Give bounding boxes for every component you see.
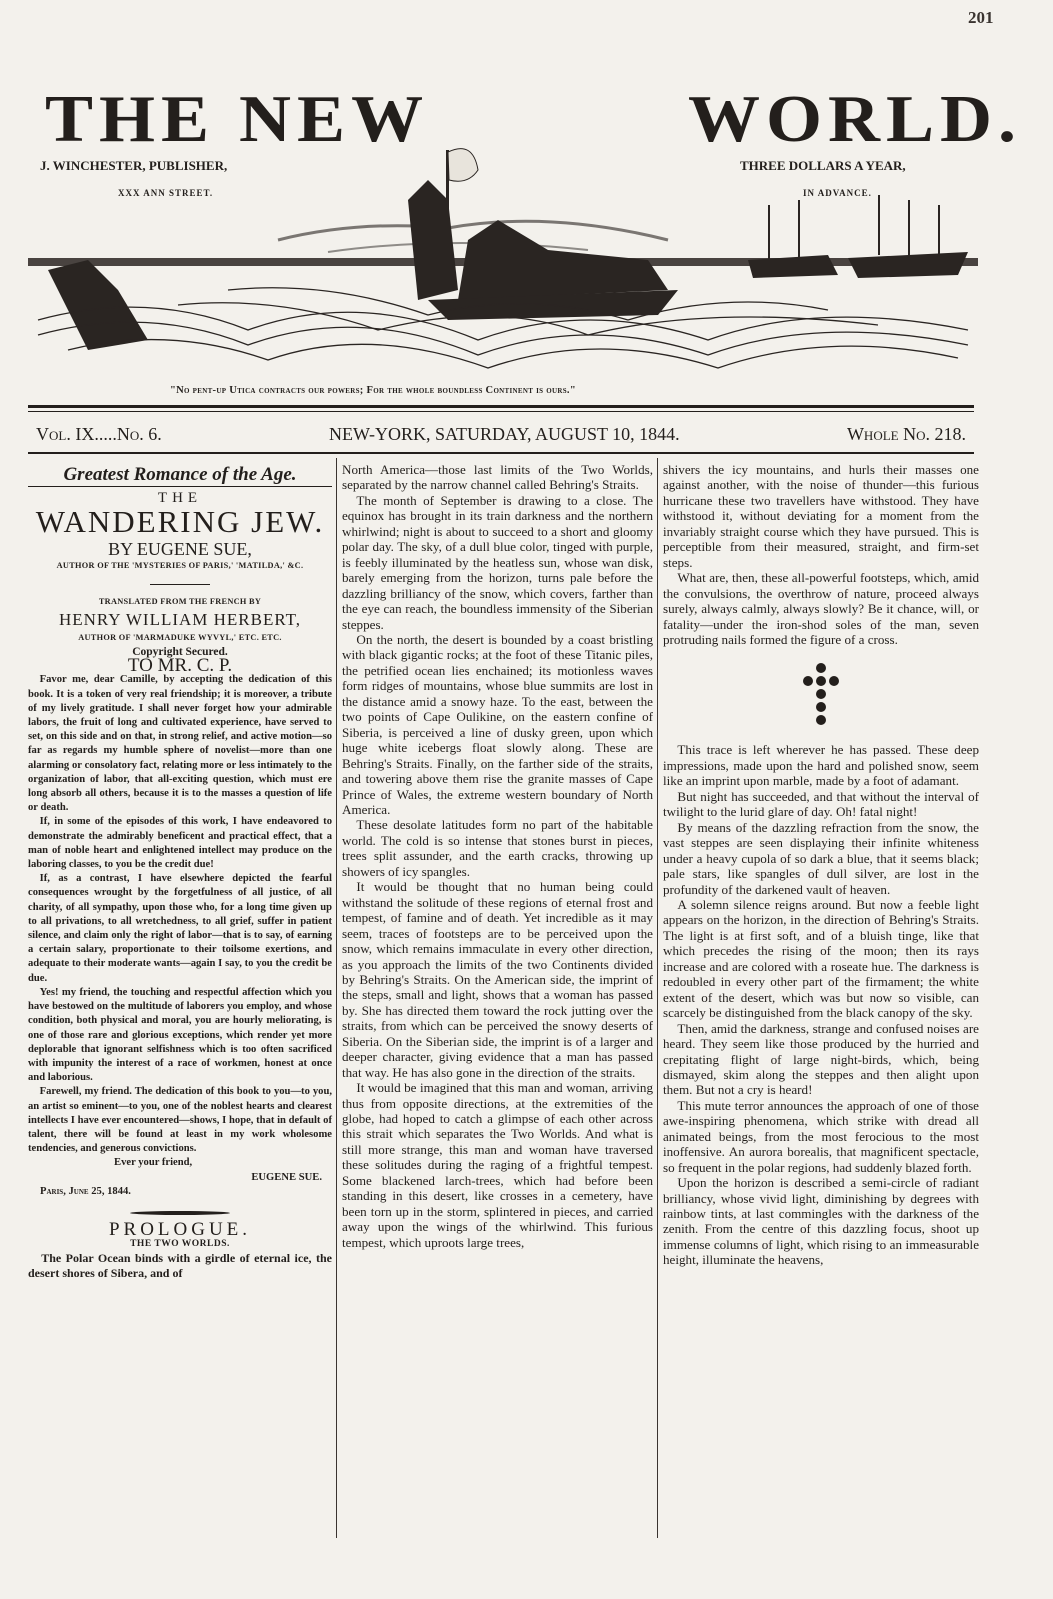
divider	[28, 411, 974, 412]
divider	[28, 452, 974, 454]
column-divider	[336, 458, 337, 1538]
story-title: WANDERING JEW.	[35, 504, 325, 540]
divider	[28, 405, 974, 408]
column-3	[663, 462, 979, 1268]
nail-cross-figure	[663, 661, 979, 726]
publisher: J. WINCHESTER, PUBLISHER,	[40, 158, 228, 173]
paragraph: This trace is left wherever he has passed. These deep impressions, made upon the hard and polished snow, seem like an imprint upon marble, made by a foot of adamant.	[663, 742, 979, 789]
paragraph: Yes! my friend, the touching and respectful affection which you have bestowed on the multitude of laborers you employ, and whose condition, both physical and moral, you are hourly meliorating, is one of those rare and glorious exceptions, which render yet more deplorable that ignorant selfishness which is too often sacrificed with impunity the interest of a race of workmen, honest at once and laborious.	[28, 986, 332, 1084]
translator-credits: AUTHOR OF 'MARMADUKE WYVYL,' ETC. ETC.	[78, 632, 282, 642]
subscription-terms: IN ADVANCE.	[803, 188, 872, 198]
paragraph: It would be imagined that this man and woman, arriving thus from opposite directions, at the extremities of the globe, had hoped to catch a glimpse of each other across this strait which separates the Two Worlds. And what is still more strange, this man and woman have traversed these solitudes during the raging of a frightful tempest. Some blackened larch-trees, which had before been standing in this desert, like crosses in a cemetery, have been torn up in the storm, splintered in pieces, and carried away upon the wings of the whirlwind. This furious tempest, which uproots large trees,	[342, 1080, 653, 1250]
paragraph: This mute terror announces the approach of one of those awe-inspiring phenomena, which strike with dread all animated beings, from the most ferocious to the most inoffensive. An aurora borealis, that magnificent spectacle, so frequent in the polar regions, had suddenly blazed forth.	[663, 1097, 979, 1175]
paragraph: These desolate latitudes form no part of the habitable world. The cold is so intense that stones burst in pieces, trees split assunder, and the earth cracks, throwing up showers of icy spangles.	[342, 817, 653, 879]
divider	[150, 584, 210, 585]
publisher-address: XXX ANN STREET.	[118, 188, 214, 198]
byline: BY EUGENE SUE,	[108, 539, 252, 560]
dateline	[36, 424, 966, 445]
column-divider	[657, 458, 658, 1538]
masthead-title-right: WORLD.	[688, 82, 1023, 156]
paragraph: A solemn silence reigns around. But now a feeble light appears on the horizon, in the direction of Behring's Straits. The light is at first soft, and of a bluish tinge, like that which precedes the rising of the moon; then its rays increase and are colored with a roseate hue. The darkness is redoubled in every other part of the firmament; the white extent of the desert, which was but now so visible, can scarcely be distinguished from the black canopy of the sky.	[663, 896, 979, 1021]
paragraph: Farewell, my friend. The dedication of this book to you—to you, an artist so eminent—to you, one of the noblest hearts and clearest intellects I have ever encountered—shows, I hope, that in default of talent, there will be found at least in my work wholesome tendencies, and generous convictions.	[28, 1086, 332, 1155]
author-credits: AUTHOR OF THE 'MYSTERIES OF PARIS,' 'MATILDA,' &C.	[56, 561, 304, 571]
motto: "No pent-up Utica contracts our powers; For the whole boundless Continent is ours."	[170, 385, 576, 396]
closing: Ever your friend,	[114, 1157, 193, 1169]
translation-note: TRANSLATED FROM THE FRENCH BY	[98, 596, 262, 606]
volume-number: Vol. IX.....No. 6.	[36, 424, 162, 444]
paragraph: If, as a contrast, I have elsewhere depicted the fearful consequences wrought by the forgetfulness of all justice, of all charity, of all sympathy, upon those who, for a long time given up to all privations, to all wretchedness, to all grief, suffer in patient silence, and claim only the right of labor—that is to say, of earning a certain salary, proportionate to their toilsome exertions, and adequate to their moderate wants—again I say, to you the credit be due.	[28, 873, 332, 984]
paragraph: If, in some of the episodes of this work, I have endeavored to demonstrate the admirably beneficent and practical effect, that a man of noble heart and enlightened intellect may produce on the laboring classes, to you be the credit due!	[28, 816, 332, 871]
paragraph: North America—those last limits of the Two Worlds, separated by the narrow channel called Behring's Straits.	[342, 462, 653, 493]
masthead-illustration	[28, 140, 978, 380]
paragraph: The Polar Ocean binds with a girdle of eternal ice, the desert shores of Sibera, and of	[28, 1251, 332, 1280]
subscription-price: THREE DOLLARS A YEAR,	[740, 158, 906, 173]
signature: EUGENE SUE.	[251, 1171, 322, 1183]
kicker-heading: Greatest Romance of the Age.	[63, 464, 297, 485]
prologue-subheading: THE TWO WORLDS.	[130, 1239, 230, 1250]
translator: HENRY WILLIAM HERBERT,	[58, 609, 302, 629]
masthead-title-left: THE NEW	[45, 82, 430, 156]
paragraph: Favor me, dear Camille, by accepting the dedication of this book. It is a token of very real friendship; it is moreover, a tribute of my lively gratitude. I shall never forget how your admirable labors, the fruit of long and cultivated experience, have served to set, on this side and on that, in strong relief, and active motion—so far as regards my humble sphere of novelist—more than one alarming or consolatory fact, relating more or less intimately to the organization of labor, that all-exciting question, which must ere long absorb all others, because it is to the masses a question of life or death.	[28, 674, 332, 814]
paragraph: On the north, the desert is bounded by a coast bristling with black gigantic rocks; at the foot of these Titanic piles, the petrified ocean lies enchained; its motionless waves form ridges of mountains, whose blue summits are lost in the distance amid a snowy haze. To the east, between the two points of Cape Oulikine, on the eastern confine of Siberia, is perceived a line of dusky green, upon which huge white icebergs float slowly along. These are Behring's Straits. Finally, on the farther side of the straits, and towering above them rise the granite masses of Cape Prince of Wales, the extreme western boundary of North America.	[342, 631, 653, 817]
place-date: Paris, June 25, 1844.	[40, 1185, 131, 1197]
paragraph: What are, then, these all-powerful footsteps, which, amid the convulsions, the overthrow of nature, proceed always surely, always calmly, always slowly? Be it chance, will, or fatality—under the iron-shod soles of the man, seven protruding nails formed the figure of a cross.	[663, 570, 979, 647]
page-number: 201	[968, 8, 994, 27]
paragraph: Then, amid the darkness, strange and confused noises are heard. They seem like those produced by the hurried and crepitating flight of large night-birds, which, being dismayed, skim along the steppes and then alight upon them. But not a cry is heard!	[663, 1020, 979, 1098]
ornament-divider	[130, 1211, 230, 1215]
copyright-notice: Copyright Secured.	[132, 646, 228, 659]
prologue-heading: PROLOGUE.	[108, 1218, 252, 1240]
whole-number: Whole No. 218.	[846, 424, 966, 444]
column-2	[342, 462, 653, 1250]
title-article: THE	[157, 490, 203, 507]
paragraph: By means of the dazzling refraction from the snow, the vast steppes are seen displaying their infinite whiteness under a heavy cupola of so dark a blue, that it seems black; pale stars, like spangles of dull silver, are lost in the profundity of the darkened vault of heaven.	[663, 819, 979, 897]
issue-date: NEW-YORK, SATURDAY, AUGUST 10, 1844.	[328, 424, 680, 444]
paragraph: The month of September is drawing to a close. The equinox has brought in its train darkness and the northern whirlwind; night is about to succeed to a short and gloomy polar day. The sky, of a dull blue color, tinged with purple, is feebly illuminated by the heatless sun, whose wan disk, barely emerging from the horizon, turns pale before the dazzling brilliancy of the snow, which covers, farther than the eye can reach, the boundless immensity of the Siberian steppes.	[342, 492, 653, 632]
dedication-heading: TO MR. C. P.	[127, 655, 233, 677]
column-1	[28, 462, 332, 1280]
paragraph: shivers the icy mountains, and hurls their masses one against another, with the noise of thunder—this furious hurricane these two travellers have withstood. They have withstood it, without deviating for a moment from the invariably straight course which they have pursued. This is perceptible from their measured, straight, and firm-set steps.	[663, 462, 979, 570]
paragraph: But night has succeeded, and that without the interval of twilight to the lurid glare of day. Oh! fatal night!	[663, 788, 979, 820]
paragraph: Upon the horizon is described a semi-circle of radiant brilliancy, whose vivid light, diminishing by degrees with rainbow tints, at last commingles with the darkness of the zenith. From the centre of this dazzling focus, shoot up immense columns of light, which rising to an immeasurable height, illuminate the heavens,	[663, 1175, 979, 1268]
paragraph: It would be thought that no human being could withstand the solitude of these regions of eternal frost and tempest, of famine and of death. Yet incredible as it may seem, traces of footsteps are to be perceived upon the snow, which remains immaculate in every other direction, as you approach the limits of the two Continents divided by Behring's Straits. On the American side, the imprint of the steps, small and light, shows that a woman has passed by. She has directed them toward the rock jutting over the straits, from which can be perceived the snowy deserts of Siberia. On the Siberian side, the imprint is of a larger and deeper character, giving evidence that a man has passed that way. He has also gone in the direction of the straits.	[342, 879, 653, 1080]
divider	[28, 486, 332, 487]
